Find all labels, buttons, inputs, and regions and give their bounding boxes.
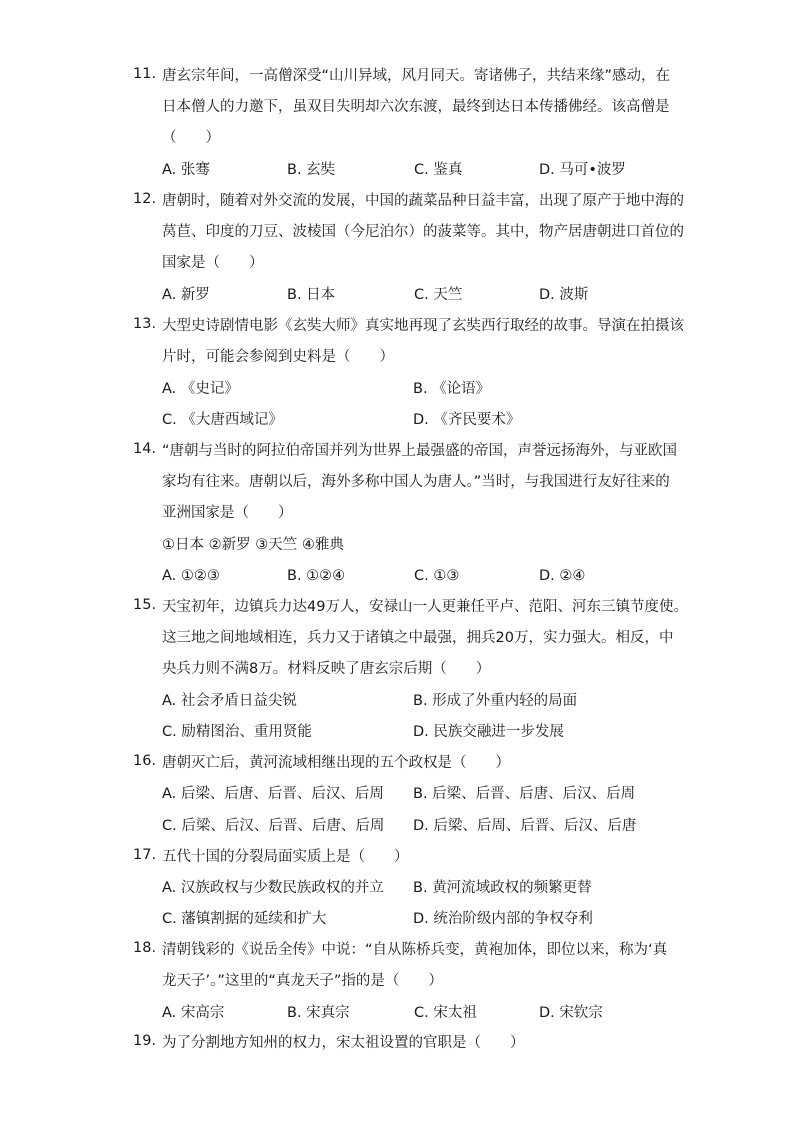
question-text-line: 唐朝灭亡后，黄河流域相继出现的五个政权是（ ） xyxy=(162,755,510,771)
option-d[interactable]: D. 宋钦宗 xyxy=(539,1005,603,1021)
option-c[interactable]: C. 藩镇割据的延续和扩大 xyxy=(162,911,327,927)
option-b[interactable]: B. 黄河流域政权的频繁更替 xyxy=(413,880,592,896)
question-number: 12. xyxy=(133,191,157,207)
option-d[interactable]: D. 后梁、后周、后晋、后汉、后唐 xyxy=(413,818,637,834)
option-b[interactable]: B. 形成了外重内轻的局面 xyxy=(413,693,578,709)
question-number: 16. xyxy=(133,753,157,769)
question-text-line: 这三地之间地域相连，兵力又于诸镇之中最强，拥兵20万，实力强大。相反，中 xyxy=(162,630,674,646)
question-text-line: 为了分割地方知州的权力，宋太祖设置的官职是（ ） xyxy=(162,1035,525,1051)
question-text-line: 家均有往来。唐朝以后，海外多称中国人为唐人。”当时，与我国进行友好往来的 xyxy=(162,474,670,490)
question-text-line: 片时，可能会参阅到史料是（ ） xyxy=(162,349,394,365)
question-number: 14. xyxy=(133,441,157,457)
option-d[interactable]: D. 波斯 xyxy=(539,287,589,303)
option-b[interactable]: B. 后梁、后晋、后唐、后汉、后周 xyxy=(413,786,636,802)
question-text-line: 天宝初年，边镇兵力达49万人，安禄山一人更兼任平卢、范阳、河东三镇节度使。 xyxy=(162,599,688,615)
question-number: 17. xyxy=(133,847,157,863)
option-b[interactable]: B. 《论语》 xyxy=(413,381,491,397)
question-text-line: 龙天子’。”这里的“真龙天子”指的是（ ） xyxy=(162,973,443,989)
option-a[interactable]: A. 宋高宗 xyxy=(162,1005,225,1021)
question-text-line: 莴苣、印度的刀豆、波棱国（今尼泊尔）的菠菜等。其中，物产居唐朝进口首位的 xyxy=(162,224,684,240)
option-a[interactable]: A. 《史记》 xyxy=(162,381,239,397)
option-b[interactable]: B. ①②④ xyxy=(287,568,346,584)
option-c[interactable]: C. 鉴真 xyxy=(414,162,463,178)
question-text-line: 大型史诗剧情电影《玄奘大师》真实地再现了玄奘西行取经的故事。导演在拍摄该 xyxy=(162,318,684,334)
option-b[interactable]: B. 日本 xyxy=(287,287,336,303)
option-a[interactable]: A. 后梁、后唐、后晋、后汉、后周 xyxy=(162,786,384,802)
option-a[interactable]: A. ①②③ xyxy=(162,568,220,584)
question-text-line: 国家是（ ） xyxy=(162,255,264,271)
question-text-line: 清朝钱彩的《说岳全传》中说：“自从陈桥兵变，黄袍加体，即位以来，称为‘真 xyxy=(162,942,668,958)
option-a[interactable]: A. 社会矛盾日益尖锐 xyxy=(162,693,297,709)
option-d[interactable]: D. 民族交融进一步发展 xyxy=(413,724,564,740)
option-b[interactable]: B. 宋真宗 xyxy=(287,1005,350,1021)
question-number: 11. xyxy=(133,66,157,82)
question-text-line: 亚洲国家是（ ） xyxy=(162,505,293,521)
question-text-line: ①日本 ②新罗 ③天竺 ④雅典 xyxy=(162,537,344,553)
option-a[interactable]: A. 张骞 xyxy=(162,162,210,178)
question-text-line: 五代十国的分裂局面实质上是（ ） xyxy=(162,849,409,865)
question-text-line: 唐朝时，随着对外交流的发展，中国的蔬菜品种日益丰富，出现了原产于地中海的 xyxy=(162,193,684,209)
option-a[interactable]: A. 新罗 xyxy=(162,287,210,303)
option-c[interactable]: C. ①③ xyxy=(414,568,460,584)
question-number: 19. xyxy=(133,1033,157,1049)
option-a[interactable]: A. 汉族政权与少数民族政权的并立 xyxy=(162,880,384,896)
option-c[interactable]: C. 《大唐西域记》 xyxy=(162,412,283,428)
option-c[interactable]: C. 宋太祖 xyxy=(414,1005,477,1021)
option-b[interactable]: B. 玄奘 xyxy=(287,162,336,178)
question-text-line: “唐朝与当时的阿拉伯帝国并列为世界上最强盛的帝国，声誉远扬海外，与亚欧国 xyxy=(162,443,678,459)
option-c[interactable]: C. 后梁、后汉、后晋、后唐、后周 xyxy=(162,818,385,834)
option-d[interactable]: D. 统治阶级内部的争权夺利 xyxy=(413,911,593,927)
question-number: 13. xyxy=(133,316,157,332)
option-d[interactable]: D. 《齐民要术》 xyxy=(413,412,521,428)
question-text-line: （ ） xyxy=(162,130,220,146)
option-c[interactable]: C. 天竺 xyxy=(414,287,463,303)
question-number: 15. xyxy=(133,597,157,613)
option-d[interactable]: D. 马可•波罗 xyxy=(539,162,626,178)
question-text-line: 唐玄宗年间，一高僧深受“山川异域，风月同天。寄诸佛子，共结来缘”感动，在 xyxy=(162,68,671,84)
question-text-line: 央兵力则不满8万。材料反映了唐玄宗后期（ ） xyxy=(162,661,491,677)
option-d[interactable]: D. ②④ xyxy=(539,568,586,584)
question-number: 18. xyxy=(133,940,157,956)
option-c[interactable]: C. 励精图治、重用贤能 xyxy=(162,724,312,740)
question-text-line: 日本僧人的力邀下，虽双目失明却六次东渡，最终到达日本传播佛经。该高僧是 xyxy=(162,99,670,115)
